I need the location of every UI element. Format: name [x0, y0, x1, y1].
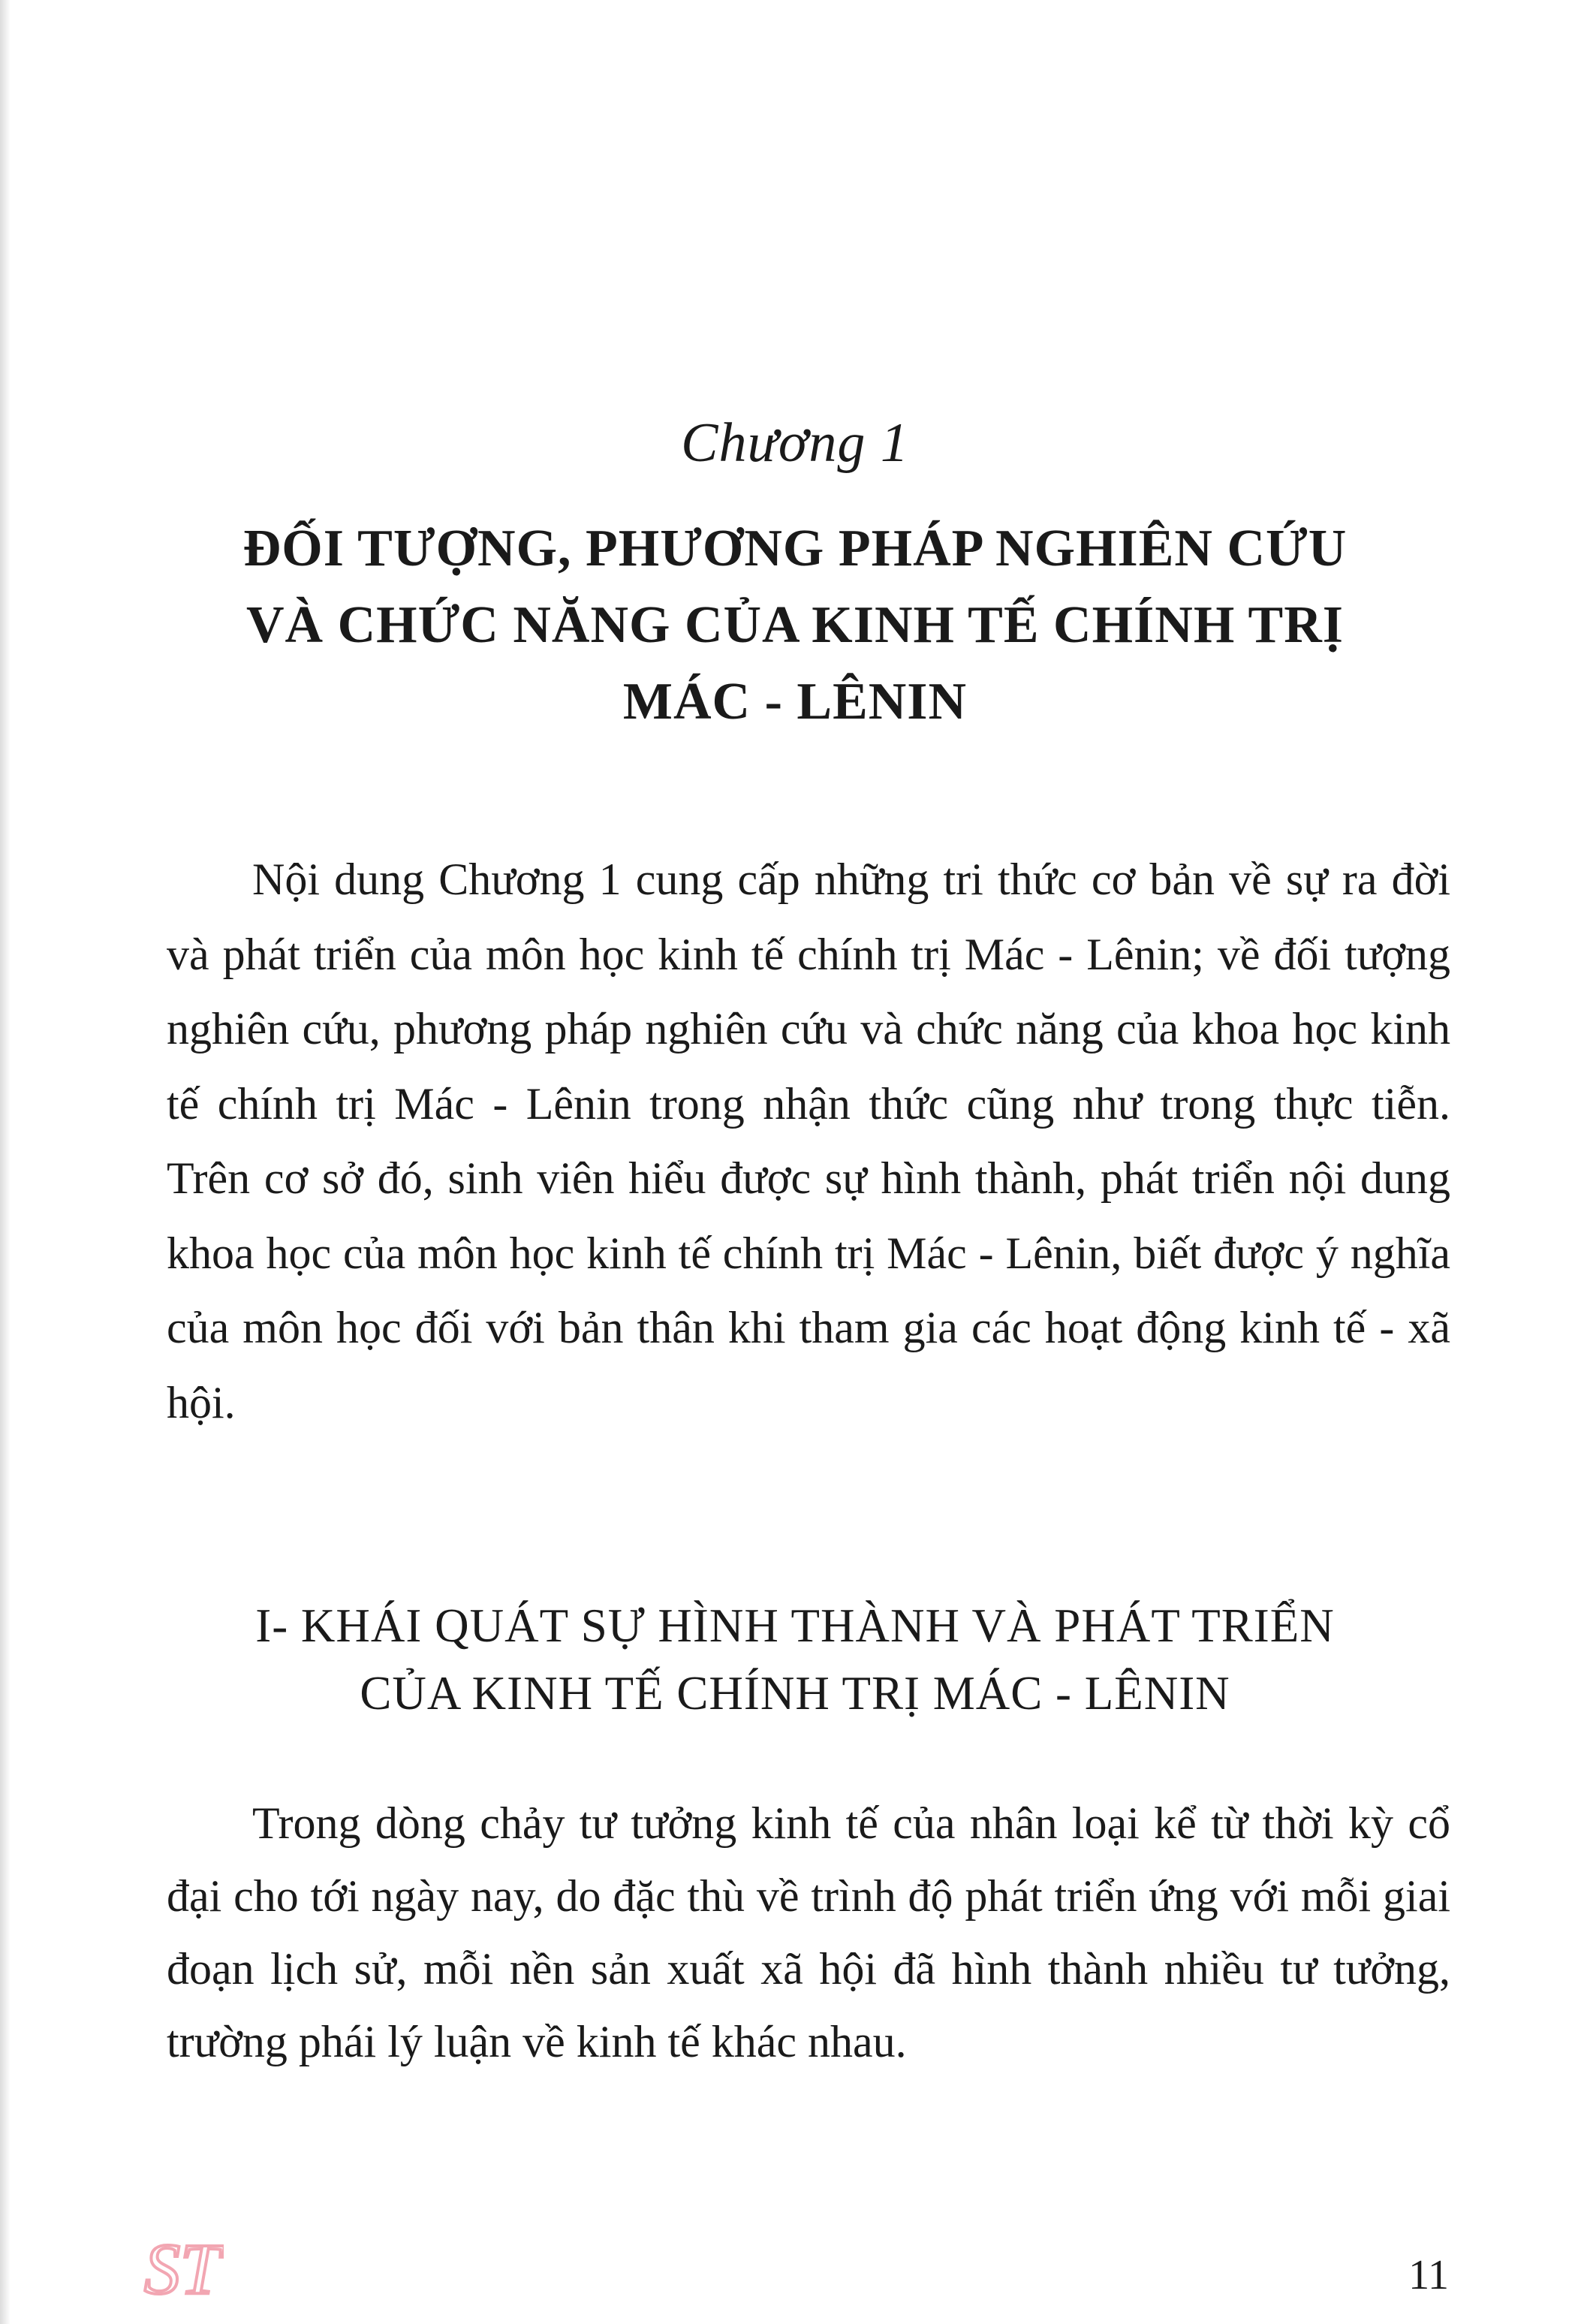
section-heading	[150, 1592, 1440, 1727]
page-edge-shadow	[0, 0, 11, 2324]
intro-paragraph: Nội dung Chương 1 cung cấp những tri thức cơ bản về sự ra đời và phát triển của môn học kinh tế chính trị Mác - Lênin; về đối tượng nghiên cứu, phương pháp nghiên cứu và chức năng của khoa học kinh tế chính trị Mác - Lênin trong nhận thức cũng như trong thực tiễn. Trên cơ sở đó, sinh viên hiểu được sự hình thành, phát triển nội dung khoa học của môn học kinh tế chính trị Mác - Lênin, biết được ý nghĩa của môn học đối với bản thân khi tham gia các hoạt động kinh tế - xã hội.	[167, 855, 1450, 1427]
chapter-label: Chương 1	[681, 412, 909, 474]
chapter-title-line: ĐỐI TƯỢNG, PHƯƠNG PHÁP NGHIÊN CỨU	[242, 520, 1348, 577]
chapter-title-line: VÀ CHỨC NĂNG CỦA KINH TẾ CHÍNH TRỊ	[245, 596, 1345, 654]
chapter-title-line: MÁC - LÊNIN	[622, 673, 968, 731]
chapter-title	[150, 511, 1440, 740]
page-number: 11	[1408, 2252, 1449, 2298]
section-heading-line: CỦA KINH TẾ CHÍNH TRỊ MÁC - LÊNIN	[360, 1667, 1230, 1720]
section-heading-line: I- KHÁI QUÁT SỰ HÌNH THÀNH VÀ PHÁT TRIỂN	[255, 1599, 1335, 1652]
publisher-logo-icon	[141, 2224, 224, 2307]
publisher-logo-text: ST	[144, 2229, 221, 2307]
section-paragraph: Trong dòng chảy tư tưởng kinh tế của nhân loại kể từ thời kỳ cổ đại cho tới ngày nay, do đặc thù về trình độ phát triển ứng với mỗi giai đoạn lịch sử, mỗi nền sản xuất xã hội đã hình thành nhiều tư tưởng, trường phái lý luận về kinh tế khác nhau.	[167, 1798, 1450, 2066]
